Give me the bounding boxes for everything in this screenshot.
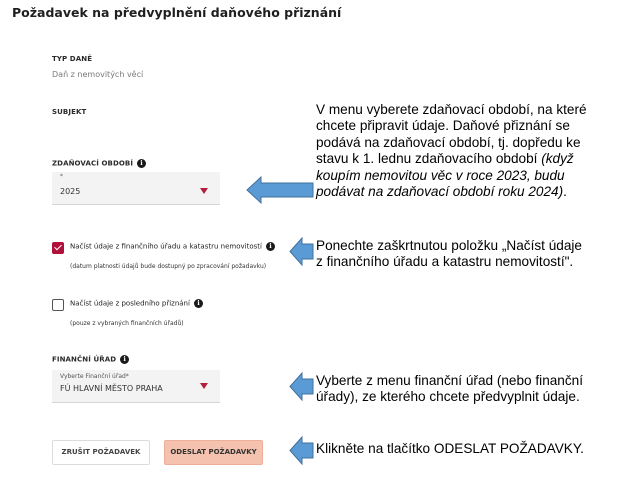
period-instruction-line: podává na zdaňovací období, tj. dopředu ke — [316, 134, 581, 150]
checkbox-instruction — [316, 238, 626, 271]
caret-down-icon — [200, 188, 208, 194]
period-select[interactable] — [52, 172, 220, 205]
load-data-label-text: Načíst údaje z finančního úřadu a katastru nemovitostí — [70, 242, 262, 251]
period-label — [52, 159, 146, 168]
arrow-left-icon — [289, 237, 314, 266]
button-instruction-line: Klikněte na tlačítko ODESLAT POŽADAVKY. — [316, 441, 584, 456]
tax-type-value: Daň z nemovitých věcí — [52, 70, 144, 79]
period-instruction-line: chcete připravit údaje. Daňové přiznání se — [316, 118, 570, 134]
period-instruction — [316, 102, 626, 200]
office-instruction — [316, 373, 626, 406]
period-instruction-text: . — [563, 184, 567, 200]
period-selected-value: 2025 — [60, 187, 81, 196]
last-return-note: (pouze z vybraných finančních úřadů) — [70, 320, 184, 327]
period-instruction-line: koupím nemovitou věc v roce 2023, budu — [316, 167, 565, 183]
submit-button[interactable]: ODESLAT POŽADAVKY — [164, 440, 263, 465]
arrow-left-icon — [246, 175, 314, 205]
last-return-checkbox[interactable] — [52, 299, 64, 311]
office-selected-value: FÚ HLAVNÍ MĚSTO PRAHA — [60, 384, 163, 393]
office-select[interactable] — [52, 370, 220, 403]
arrow-left-icon — [289, 436, 314, 465]
period-instruction-example: podávat na zdaňovací období roku 2024) — [316, 184, 564, 200]
last-return-checkbox-label — [70, 299, 203, 308]
period-instruction-line — [316, 184, 626, 200]
period-label-text: ZDAŇOVACÍ OBDOBÍ — [52, 159, 134, 168]
office-label-text: FINANČNÍ ÚŘAD — [52, 355, 117, 364]
load-data-checkbox[interactable] — [52, 242, 64, 254]
period-instruction-line — [316, 151, 626, 167]
period-instruction-example: (když — [541, 151, 574, 167]
subject-label: SUBJEKT — [52, 108, 87, 116]
last-return-label-text: Načíst údaje z posledního přiznání — [70, 299, 190, 308]
period-instruction-text: stavu k 1. lednu zdaňovacího období — [316, 151, 542, 167]
period-instruction-line: V menu vyberete zdaňovací období, na které — [316, 102, 587, 117]
arrow-left-icon — [289, 372, 314, 401]
info-icon[interactable]: i — [120, 355, 129, 364]
caret-down-icon — [200, 383, 208, 389]
load-data-note: (datum platnosti údajů bude dostupný po zpracování požadavku) — [70, 263, 267, 270]
info-icon[interactable]: i — [266, 242, 275, 251]
button-instruction — [316, 441, 626, 457]
info-icon[interactable]: i — [194, 299, 203, 308]
office-instruction-line: Vyberte z menu finanční úřad (nebo finanční — [316, 373, 584, 388]
load-data-checkbox-label — [70, 242, 275, 251]
info-icon[interactable]: i — [137, 159, 146, 168]
checkbox-instruction-line: Ponechte zaškrtnutou položku „Načíst údaje — [316, 238, 582, 253]
period-required-mark: * — [60, 173, 63, 180]
office-instruction-line: úřady), ze kterého chcete předvyplnit údaje. — [316, 389, 580, 405]
page-title: Požadavek na předvyplnění daňového přiznání — [12, 5, 342, 20]
office-select-hint: Vyberte Finanční úřad* — [60, 373, 129, 380]
cancel-button[interactable]: ZRUŠIT POŽADAVEK — [52, 440, 150, 465]
checkbox-instruction-line: z finančního úřadu a katastru nemovitostí". — [316, 254, 574, 270]
office-label — [52, 355, 129, 364]
tax-type-label: TYP DANĚ — [52, 55, 93, 63]
